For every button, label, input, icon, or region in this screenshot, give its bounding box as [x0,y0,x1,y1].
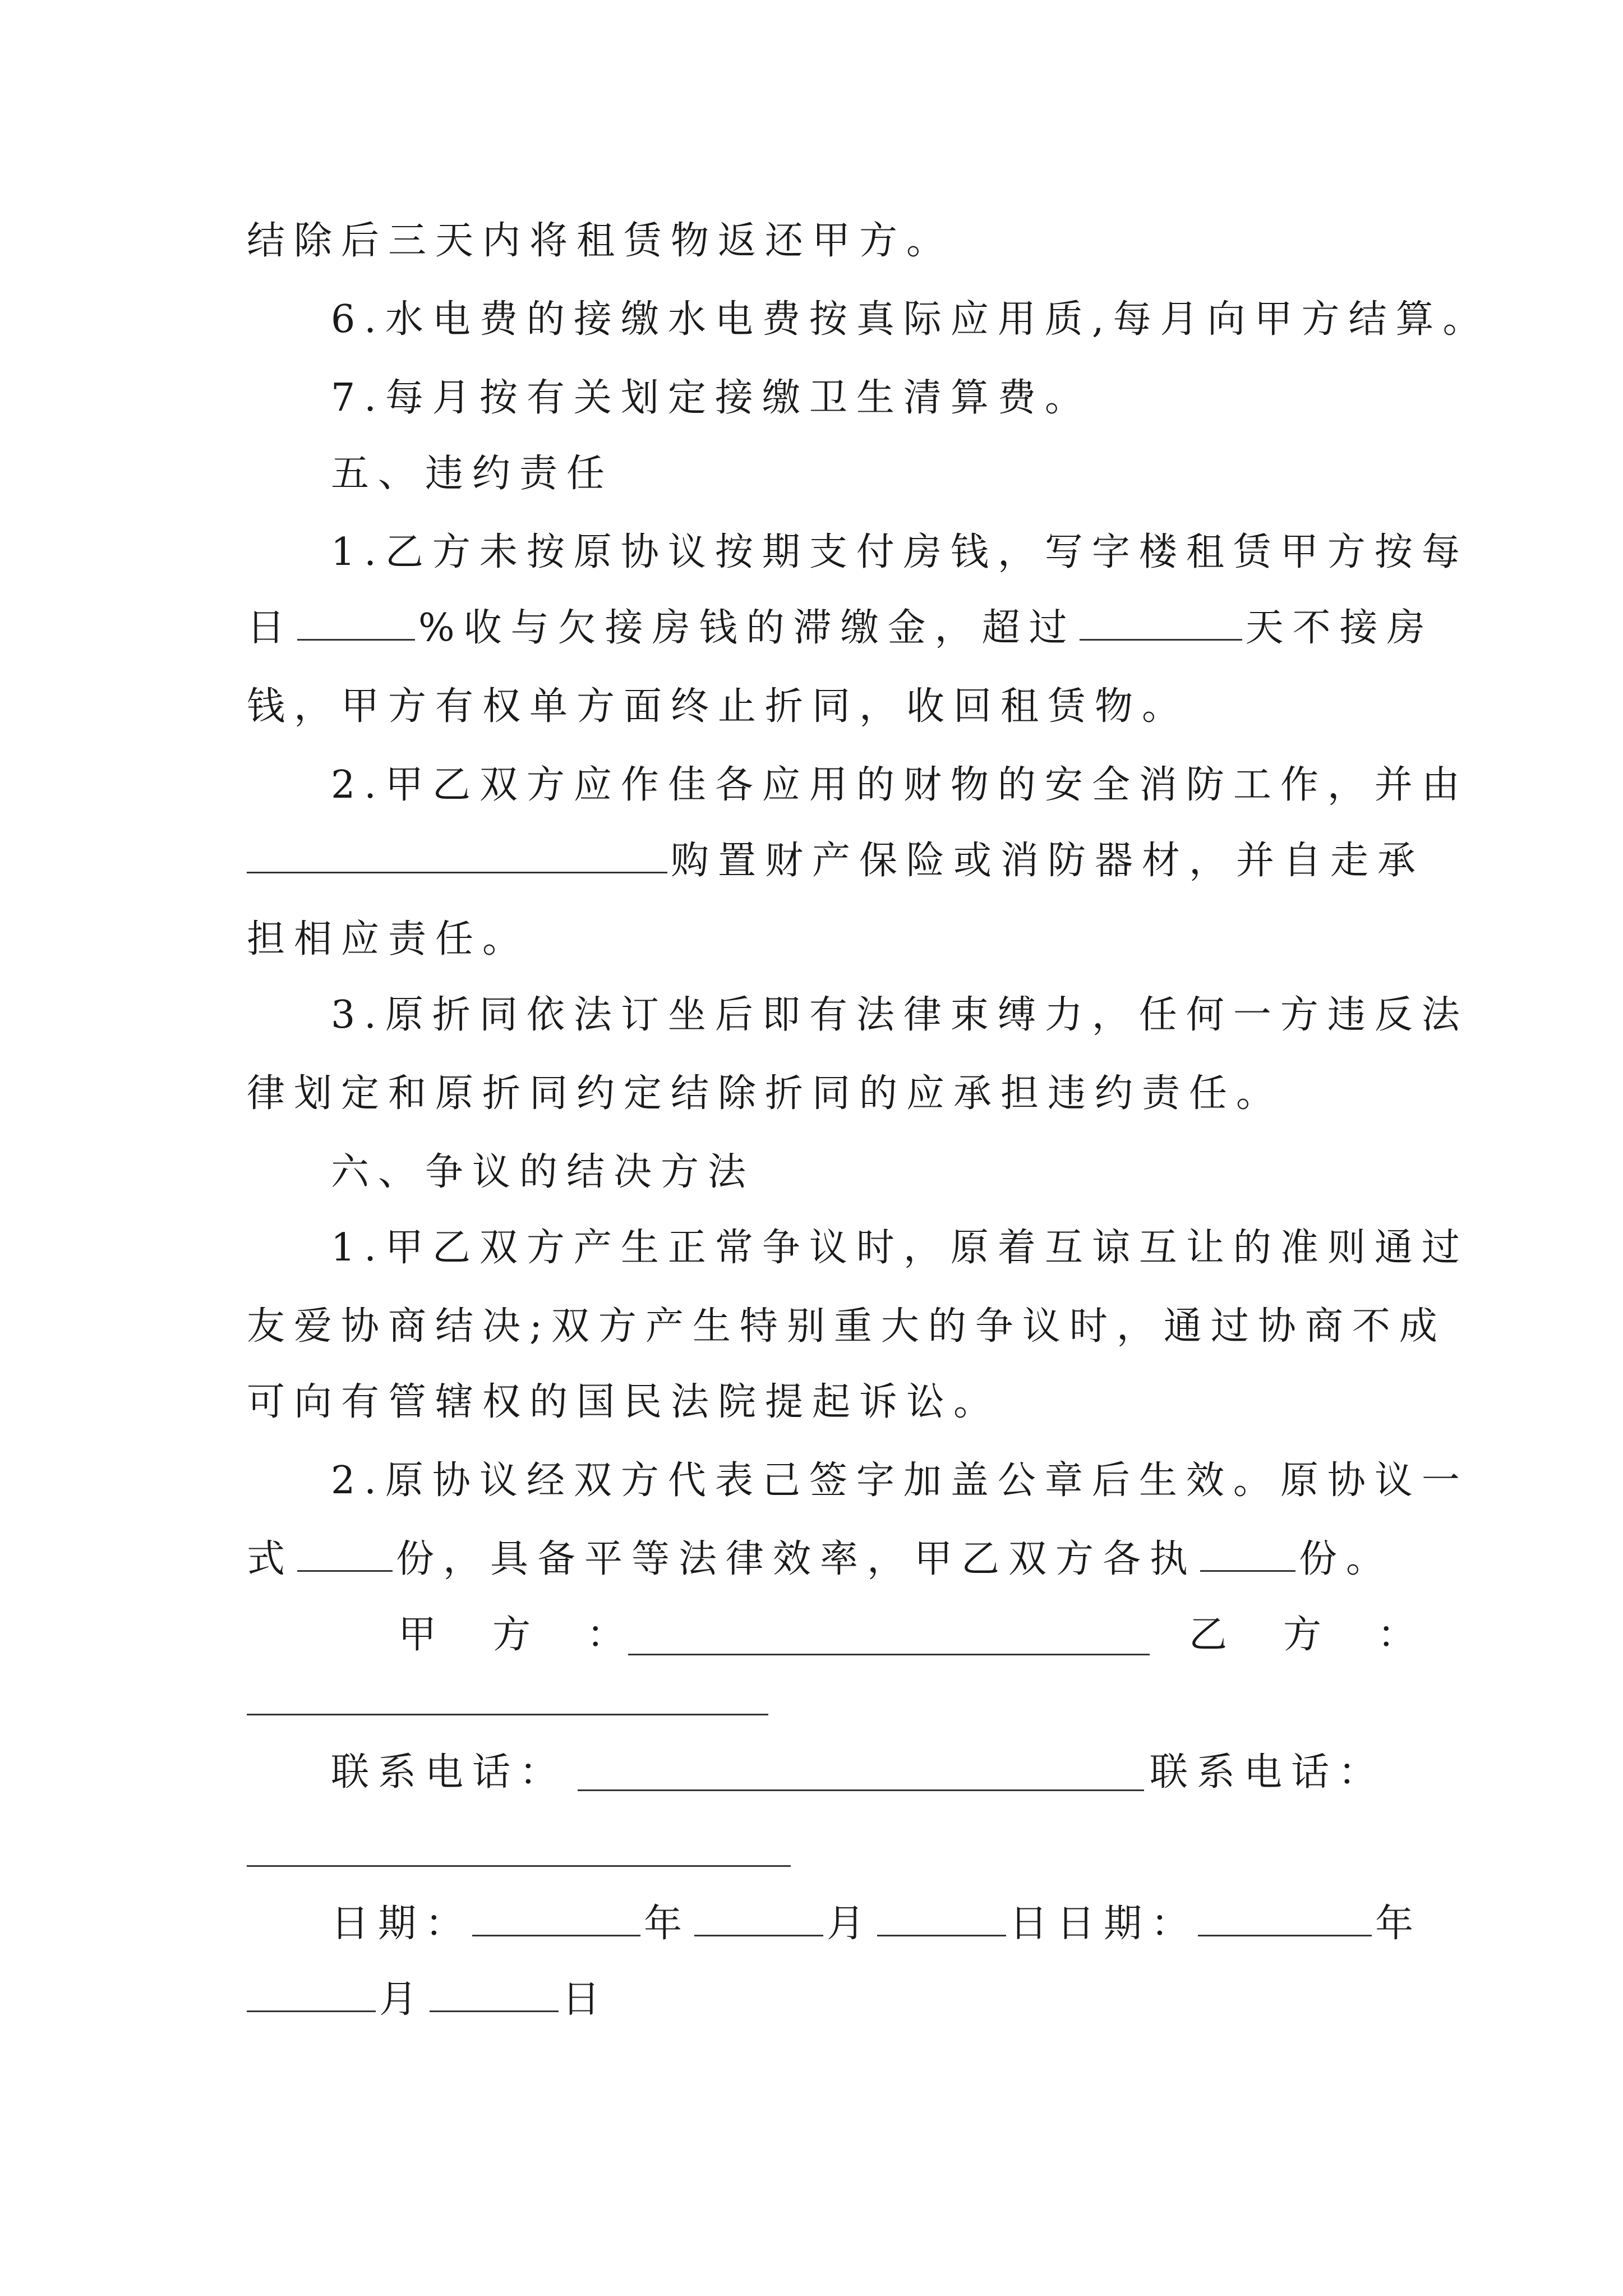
overdue-days-blank [1080,599,1242,641]
date-a-year-blank [472,1894,640,1936]
each-party-copies-blank [1200,1530,1295,1572]
clause-dispute-2: 2.原协议经双方代表己签字加盖公章后生效。原协议一 [331,1458,1469,1503]
day-label-b: 日 [562,1977,610,2022]
late-fee-percent-blank [297,599,415,641]
date-a-month-blank [694,1894,823,1936]
text-days-unpaid: 天不接房 [1245,606,1434,650]
date-b-year-blank [1198,1894,1372,1936]
year-label-b: 年 [1375,1902,1423,1946]
text-late-fee: %收与欠接房钱的滞缴金，超过 [418,606,1076,650]
clause-dispute-1-cont: 友爱协商结决;双方产生特别重大的争议时，通过协商不成 [247,1304,1446,1349]
date-b-month-blank [247,1970,376,2012]
party-b-signature-line [247,1714,768,1715]
text-equal-effect: 份，具备平等法律效率，甲乙双方各执 [396,1537,1197,1581]
clause-7-sanitation-fee: 7.每月按有关划定接缴卫生清算费。 [331,376,1092,420]
clause-dispute-2-cont [247,1529,1393,1590]
text-copies-end: 份。 [1299,1537,1394,1581]
phone-a-label: 联系电话： [331,1750,567,1795]
phone-b-label: 联系电话： [1150,1750,1386,1795]
clause-6-water-electricity: 6.水电费的接缴水电费按真际应用质,每月向甲方结算。 [331,297,1490,342]
date-line-a [331,1893,1422,1955]
clause-breach-1: 1.乙方未按原协议按期支付房钱，写字楼租赁甲方按每 [331,530,1469,574]
day-label: 日 [1009,1902,1057,1946]
responsible-party-blank [247,831,667,873]
phone-b-line [247,1865,791,1867]
clause-dispute-1: 1.甲乙双方产生正常争议时，原着互谅互让的准则通过 [331,1226,1469,1270]
clause-breach-1-end: 钱，甲方有权单方面终止折同，收回租赁物。 [247,684,1189,729]
clause-breach-2-cont [247,830,1424,892]
date-a-label: 日期： [331,1902,473,1946]
total-copies-blank [297,1530,393,1572]
text-copies: 式 [247,1537,294,1581]
section-heading-breach: 五、违约责任 [331,452,614,496]
date-b-day-blank [430,1970,559,2012]
clause-breach-3-cont: 律划定和原折同约定结除折同的应承担违约责任。 [247,1071,1284,1116]
clause-breach-2-end: 担相应责任。 [247,917,530,961]
section-heading-dispute: 六、争议的结决方法 [331,1150,755,1194]
paragraph-line: 结除后三天内将租赁物返还甲方。 [247,219,954,263]
party-a-signature-line [628,1654,1150,1655]
date-a-day-blank [877,1894,1006,1936]
month-label-b: 月 [379,1977,427,2022]
month-label: 月 [827,1902,874,1946]
clause-breach-2: 2.甲乙双方应作佳各应用的财物的安全消防工作，并由 [331,763,1469,807]
clause-breach-3: 3.原折同依法订坐后即有法律束缚力，任何一方违反法 [331,993,1469,1037]
clause-breach-1-cont [247,597,1434,659]
phone-a-line [578,1789,1144,1791]
text-day: 日 [247,606,294,650]
date-b-label: 日期： [1057,1902,1198,1946]
text-insurance: 购置财产保险或消防器材，并自走承 [671,839,1425,883]
date-line-b [247,1969,609,2031]
party-a-label: 甲 方 ： [398,1613,634,1657]
party-b-label: 乙 方 ： [1189,1613,1425,1657]
clause-dispute-1-end: 可向有管辖权的国民法院提起诉讼。 [247,1380,1001,1424]
year-label: 年 [644,1902,691,1946]
